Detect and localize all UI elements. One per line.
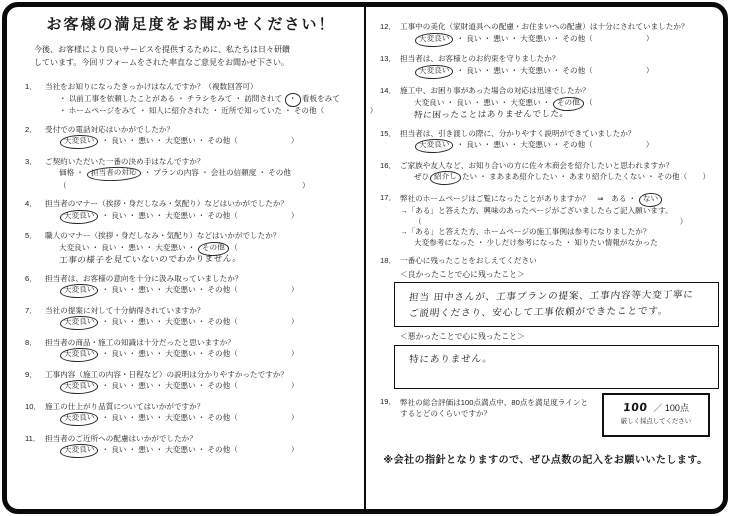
option-text: ・ プランの内容 ・ 会社の信頼度 ・ その他 — [141, 168, 291, 177]
question-list-left — [24, 82, 378, 458]
option-text: ・ 良い ・ 悪い ・ 大変悪い ・ その他（ — [99, 349, 238, 358]
question-text — [400, 397, 588, 420]
circled-answer: 紹介し — [430, 170, 461, 185]
bad-comment-box — [394, 345, 719, 389]
option-text: →「ある」と答えた方、ホームページの施工事例は参考になりましたか？ — [400, 227, 651, 236]
question-text: 一番心に残ったことをおしえてください — [400, 256, 537, 265]
option-row — [414, 33, 712, 47]
option-text: ・ 良い ・ 悪い ・ 大変悪い ・ その他（ — [454, 140, 593, 149]
question-text — [45, 199, 358, 210]
question-item-19 — [379, 397, 712, 437]
question-item — [24, 125, 358, 149]
option-text: 担当者は、引き渡しの際に、分かりやすく説明ができていましたか？ — [400, 128, 636, 138]
intro-line: 今後、お客様により良いサービスを提供するために、私たちは日々研鑽 — [34, 45, 290, 54]
question-item — [379, 161, 712, 185]
score-line — [608, 400, 704, 414]
option-text — [687, 172, 702, 181]
option-text — [593, 66, 646, 75]
circled-answer: 大変良い — [415, 64, 454, 79]
option-text — [593, 34, 646, 43]
circled-answer: 大変良い — [60, 315, 99, 330]
option-row — [400, 227, 712, 238]
question-item — [379, 22, 712, 46]
question-number: 12． — [380, 22, 397, 31]
survey-intro — [34, 43, 358, 69]
option-text: 大変良い ・ 良い ・ 悪い ・ 大変悪い ・ — [59, 242, 198, 252]
option-row — [414, 171, 712, 185]
question-number: 3． — [25, 156, 37, 166]
option-row — [59, 316, 358, 330]
question-item — [379, 86, 712, 121]
question-text — [45, 157, 358, 168]
question-item — [24, 338, 358, 362]
option-text: ） — [290, 381, 299, 390]
question-text — [45, 402, 358, 413]
question-item — [24, 199, 358, 223]
circled-answer: ない — [639, 192, 663, 206]
option-text — [238, 381, 291, 390]
option-text: 受付での電話対応はいかがでしたか？ — [45, 124, 175, 134]
option-text: ） — [290, 285, 299, 294]
option-text: ） — [290, 413, 299, 422]
question-text — [400, 22, 712, 33]
option-text: ） — [679, 216, 688, 226]
question-number: 15． — [380, 128, 397, 138]
option-text — [238, 413, 291, 422]
option-text: 工事中の美化（家財道具への配慮・お住まいへの配慮）は十分にされていましたか？ — [400, 22, 689, 31]
bad-comment-label: ＜悪かったことで心に残ったこと＞ — [400, 332, 525, 341]
circled-answer: 大変良い — [60, 134, 99, 149]
good-comment-label: ＜良かったことで心に残ったこと＞ — [400, 269, 525, 279]
score-box — [602, 393, 710, 437]
option-text: ・ 良い ・ 悪い ・ 大変悪い ・ その他（ — [99, 381, 238, 390]
option-text: ・ 良い ・ 悪い ・ 大変悪い ・ その他（ — [454, 33, 593, 43]
option-row — [400, 206, 712, 217]
option-text: ・ 良い ・ 悪い ・ 大変悪い ・ その他（ — [99, 285, 238, 294]
option-text: 工事内容（施工の内容・日程など）の説明は分かりやすかったですか？ — [45, 369, 288, 379]
option-row — [59, 93, 358, 107]
option-row — [414, 65, 712, 79]
question-text — [45, 370, 358, 381]
question-number: 10． — [25, 401, 42, 411]
option-row — [59, 210, 358, 224]
question-item — [24, 306, 358, 330]
option-text: ） — [290, 210, 299, 220]
option-row — [59, 412, 358, 426]
good-comment-box — [394, 282, 719, 327]
option-row — [59, 106, 378, 117]
question-number: 6． — [25, 273, 37, 283]
option-text — [238, 211, 291, 220]
circled-answer: 担当者の対応 — [87, 166, 141, 181]
option-text: →「ある」と答えた方、興味のあったページがございましたらご記入願います。 — [400, 206, 673, 215]
option-text: ） — [369, 106, 378, 115]
question-text — [45, 434, 358, 445]
option-text — [238, 445, 291, 454]
question-item-18 — [379, 256, 712, 389]
handwritten-note: 特に困ったことはありませんでした。 — [413, 109, 570, 121]
option-row — [59, 380, 358, 394]
question-number: 5． — [25, 231, 37, 240]
option-text: 価格 ・ — [59, 168, 87, 177]
question-item — [24, 402, 358, 426]
option-text: ） — [645, 33, 654, 43]
question-text — [400, 193, 712, 207]
handwritten-comment: 特にありません。 — [408, 353, 494, 365]
option-text: ） — [290, 445, 299, 454]
question-text — [400, 54, 712, 65]
option-text: 担当者のマナー（挨拶・身だしなみ・気配り）などはいかがでしたか？ — [45, 199, 288, 208]
question-item — [24, 231, 358, 266]
option-text — [593, 140, 646, 149]
option-row — [59, 348, 358, 362]
question-text-line: するとどのくらいですか？ — [400, 409, 492, 418]
page-divider — [364, 6, 366, 510]
question-number: 4． — [25, 199, 37, 208]
circled-answer: 大変良い — [60, 379, 99, 394]
question-item — [24, 274, 358, 298]
question-text — [400, 129, 712, 140]
option-row — [414, 238, 712, 249]
option-text: ・ 良い ・ 悪い ・ 大変悪い ・ その他（ — [99, 210, 238, 220]
option-text: 施工の仕上がり品質についてはいかがですか？ — [45, 401, 205, 411]
survey-title: お客様の満足度をお聞かせください！ — [46, 16, 336, 33]
option-text: ） — [290, 349, 299, 358]
option-text — [324, 106, 370, 115]
option-text: ） — [290, 317, 299, 326]
option-row — [59, 181, 358, 192]
option-text: ご契約いただいた一番の決め手はなんですか？ — [45, 156, 205, 166]
option-text: ・ 良い ・ 悪い ・ 大変悪い ・ その他（ — [454, 65, 593, 75]
question-item — [379, 129, 712, 153]
footer-note: ※会社の指針となりますので、ぜひ点数の記入をお願いいたします。 — [383, 454, 708, 466]
survey-page-left — [24, 13, 378, 466]
handwritten-score: 100 — [622, 400, 649, 414]
option-text: 弊社のホームページはご覧になったことがありますか？ ⇒ ある ・ — [400, 193, 639, 203]
question-text — [45, 82, 358, 93]
question-item — [24, 157, 358, 192]
option-text: （ — [585, 97, 593, 107]
option-text: ご家族や友人など、お知り合いの方に佐々木商会を紹介したいと思われますか？ — [400, 160, 674, 170]
option-text: 担当者は、お客様とのお約束を守りましたか？ — [400, 54, 560, 63]
question-number: 14． — [380, 86, 397, 95]
question-number: 2． — [25, 124, 37, 134]
option-text — [422, 217, 680, 226]
circled-answer: 大変良い — [60, 347, 99, 362]
option-row — [59, 167, 358, 181]
option-text: 大変良い ・ 良い ・ 悪い ・ 大変悪い ・ — [414, 97, 553, 107]
option-text: 担当者のご近所への配慮はいかがでしたか？ — [45, 433, 197, 443]
score-note: 厳しく採点してください — [620, 418, 692, 425]
option-text — [238, 317, 291, 326]
option-text: ・ 良い ・ 悪い ・ 大変悪い ・ その他（ — [99, 136, 238, 145]
circled-answer: その他 — [198, 241, 229, 256]
option-row — [414, 217, 712, 228]
question-number: 16． — [380, 160, 397, 170]
option-text: ） — [645, 65, 654, 75]
question-number: 8． — [25, 337, 37, 347]
circled-answer: 大変良い — [60, 283, 99, 298]
option-text — [238, 136, 291, 145]
option-text: 職人のマナー（挨拶・身だしなみ・気配り）などはいかがでしたか？ — [45, 231, 281, 240]
option-text: （ — [59, 180, 67, 190]
question-item — [24, 82, 378, 117]
option-row — [414, 139, 712, 153]
question-text — [45, 231, 358, 242]
question-text-line: 弊社の総合評価は100点満点中、80点を満足度ラインと — [400, 397, 588, 407]
option-text: ） — [645, 140, 654, 149]
option-text: 大変参考になった ・ 少しだけ参考になった ・ 知りたい情報がなかった — [414, 237, 658, 247]
option-text: ） — [290, 136, 299, 145]
intro-line: しています。今回リフォームをされた率直なご意見をお聞かせ下さい。 — [34, 58, 289, 67]
option-text — [67, 181, 302, 190]
option-text: 当社の提案に対して十分納得されていますか？ — [45, 305, 205, 315]
question-item — [24, 434, 358, 458]
question-number: 7． — [25, 305, 37, 315]
circled-answer: その他 — [553, 96, 584, 111]
option-text: ・ 良い ・ 悪い ・ 大変悪い ・ その他（ — [99, 413, 238, 422]
circled-answer: ・ — [285, 92, 301, 106]
option-text: ・ 良い ・ 悪い ・ 大変悪い ・ その他（ — [99, 445, 238, 454]
option-row — [59, 242, 358, 266]
question-number: 9． — [25, 369, 37, 379]
question-text — [45, 338, 358, 349]
option-text: たい ・ まあまあ紹介したい ・ あまり紹介したくない ・ その他（ — [461, 172, 688, 181]
score-total: ／ 100点 — [653, 402, 689, 413]
question-item — [379, 54, 712, 78]
question-list-right — [379, 22, 712, 248]
option-text: 施工中、お困り事があった場合の対応は迅速でしたか？ — [400, 86, 590, 95]
question-number: 17． — [380, 192, 397, 202]
handwritten-note: 工事の様子を見ていないのでわかりません。 — [58, 254, 242, 266]
handwritten-comment: ご説明くださり、安心して工事依頼ができたことです。 — [408, 305, 669, 320]
option-text: ぜひ — [414, 172, 430, 181]
circled-answer: 大変良い — [415, 32, 454, 47]
question-number: 1． — [25, 82, 37, 91]
option-text: 当社をお知りになったきっかけはなんですか？（複数回答可） — [45, 82, 258, 91]
question-text — [45, 125, 358, 136]
option-row — [59, 135, 358, 149]
circled-answer: 大変良い — [60, 443, 99, 458]
question-text — [400, 86, 712, 97]
option-text: 担当者は、お客様の意向を十分に汲み取っていましたか？ — [45, 273, 243, 283]
option-text — [238, 349, 291, 358]
option-text: 看板をみて — [301, 93, 340, 103]
circled-answer: 大変良い — [60, 411, 99, 426]
option-text — [238, 285, 291, 294]
option-text: （ — [414, 216, 422, 226]
question-item — [379, 193, 712, 249]
survey-page-right — [379, 22, 712, 466]
question-number: 11． — [25, 433, 41, 443]
question-number: 19． — [380, 396, 397, 406]
circled-answer: 大変良い — [415, 138, 454, 153]
handwritten-comment: 担当 田中さんが、工事プランの提案、工事内容等大変丁寧に — [408, 289, 695, 304]
option-text: ） — [702, 172, 711, 181]
question-item — [24, 370, 358, 394]
option-text: ・ 以前工事を依頼したことがある ・ チラシをみて ・ 訪問されて — [59, 93, 285, 103]
circled-answer: 大変良い — [60, 209, 99, 224]
question-text — [45, 274, 358, 285]
option-text: ・ ホームページをみて ・ 知人に紹介された ・ 近所で知っていた ・ その他（ — [59, 106, 325, 115]
question-text — [45, 306, 358, 317]
option-text: 担当者の商品・施工の知識は十分だったと思いますか？ — [45, 337, 235, 347]
question-number: 13． — [380, 54, 397, 63]
option-row — [59, 284, 358, 298]
option-row — [59, 444, 358, 458]
question-number: 18． — [380, 256, 397, 265]
option-text: ・ 良い ・ 悪い ・ 大変悪い ・ その他（ — [99, 317, 238, 326]
option-text: （ — [230, 242, 238, 252]
question-text — [400, 161, 712, 172]
option-row — [414, 97, 712, 121]
option-text: ） — [302, 180, 310, 190]
